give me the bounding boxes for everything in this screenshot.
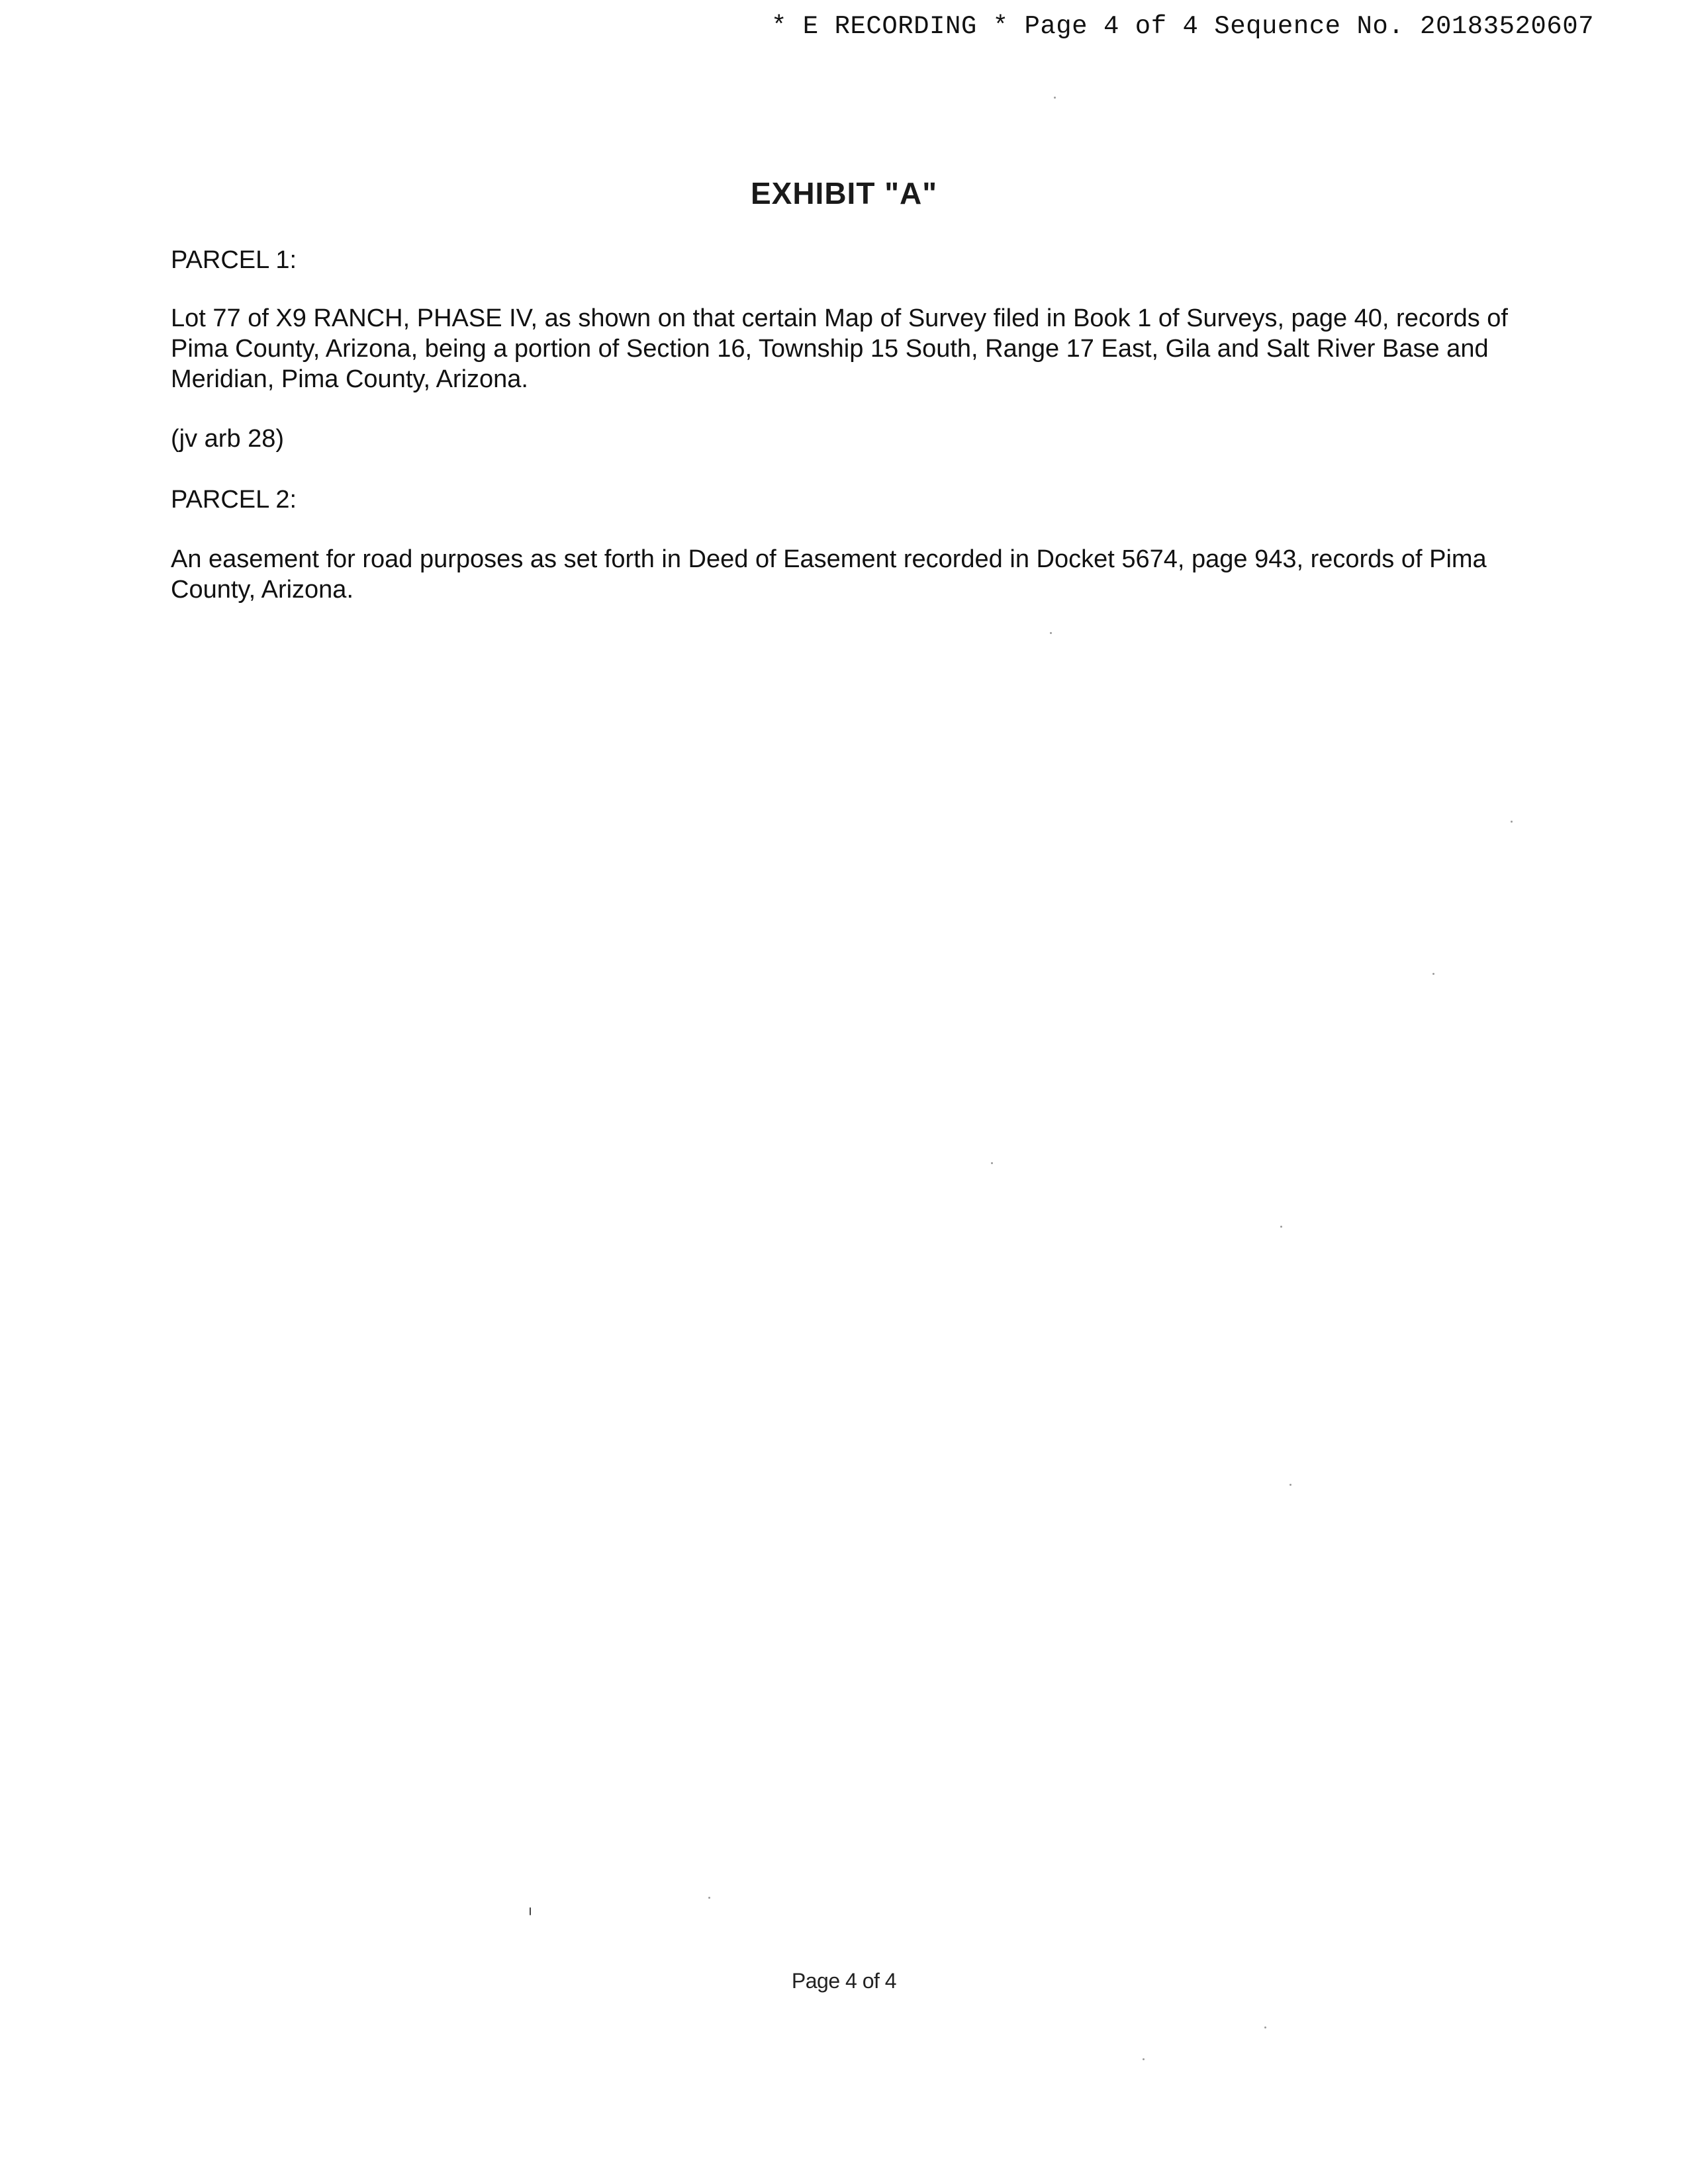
parcel-2-label: PARCEL 2: [171,486,297,514]
parcel-2-description: An easement for road purposes as set forth in Deed of Easement recorded in Docket 5674, page 943, records of Pima County, Arizona. [171,545,1487,604]
parcel-1-reference: (jv arb 28) [171,425,285,453]
scan-speck [1511,821,1513,823]
scan-speck [1264,2026,1266,2028]
scan-speck [991,1162,993,1164]
scan-speck [1143,2058,1145,2060]
scan-speck [1432,973,1434,975]
scan-speck [1054,97,1056,99]
recording-header: * E RECORDING * Page 4 of 4 Sequence No. 20183520607 [771,12,1594,41]
scan-speck [1280,1226,1282,1228]
page-number-footer: Page 4 of 4 [791,1969,897,1993]
scan-speck [530,1907,531,1915]
scan-speck [1050,632,1052,634]
exhibit-title: EXHIBIT "A" [750,176,938,210]
scan-speck [1289,1484,1291,1486]
parcel-1-description: Lot 77 of X9 RANCH, PHASE IV, as shown on that certain Map of Survey filed in Book 1 of Surveys, page 40, records of Pima County, Arizona, being a portion of Section 16, Township 15 South, Range 17 East, Gila and Salt River Base and Meridian, Pima County, Arizona. [171,304,1508,393]
scan-speck [708,1897,710,1899]
parcel-1-label: PARCEL 1: [171,246,297,274]
